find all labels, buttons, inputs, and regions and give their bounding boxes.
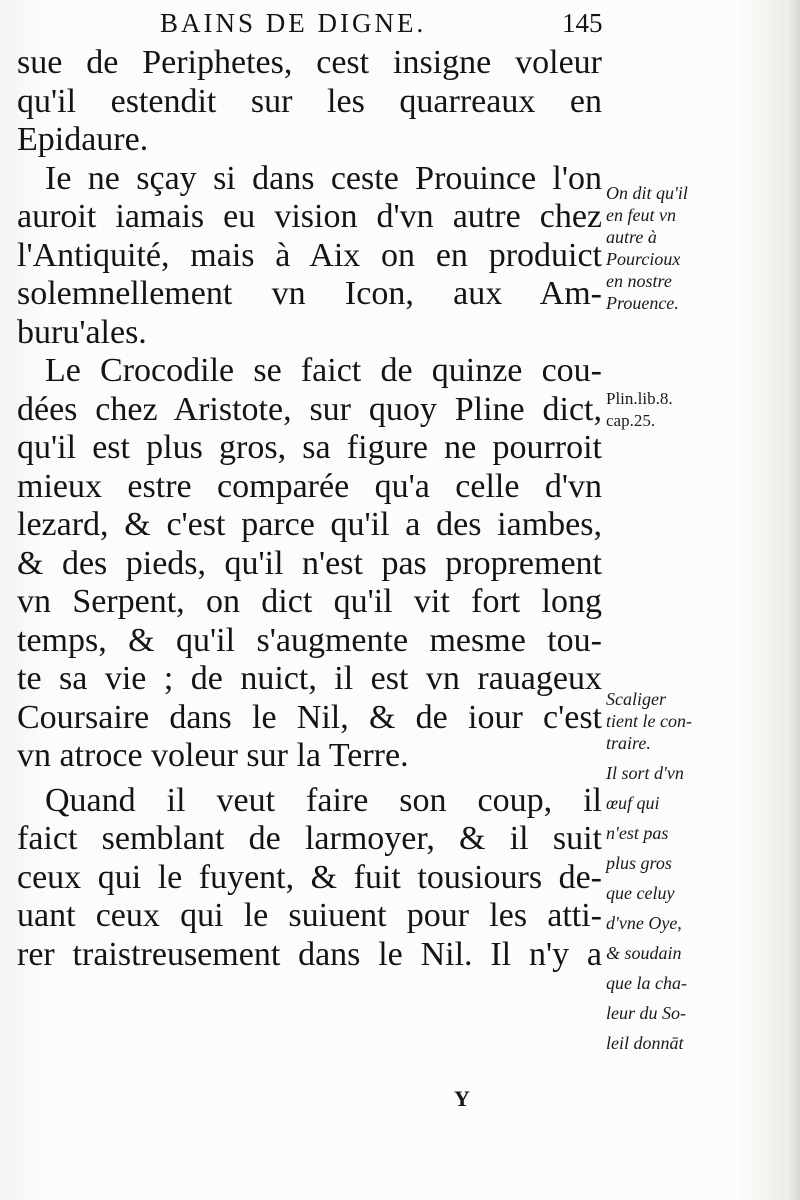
running-title: BAINS DE DIGNE.	[160, 8, 427, 38]
note-line: œuf qui	[606, 793, 660, 813]
note-line: d'vne Oye,	[606, 913, 682, 933]
page-number: 145	[562, 8, 603, 38]
margin-note-scaliger	[606, 688, 790, 1054]
text-line: uant ceux qui le suiuent pour les atti-	[17, 897, 602, 934]
note-line: On dit qu'il	[606, 183, 688, 203]
text-line: mieux estre comparée qu'a celle d'vn	[17, 467, 602, 505]
text-line: Le Crocodile se faict de quinze cou-	[45, 352, 602, 389]
note-line: tient le con-	[606, 711, 692, 731]
text-line: qu'il est plus gros, sa figure ne pourroit	[17, 429, 602, 466]
note-line: leil donnāt	[606, 1033, 684, 1053]
note-line: plus gros	[606, 853, 672, 873]
text-line: l'Antiquité, mais à Aix on en produict	[17, 236, 602, 274]
note-line: Il sort d'vn	[606, 763, 684, 783]
text-line: Coursaire dans le Nil, & de iour c'est	[17, 698, 602, 736]
text-line: buru'ales.	[17, 313, 147, 351]
note-line: Scaliger	[606, 689, 666, 709]
note-line: traire.	[606, 733, 651, 753]
text-line: vn Serpent, on dict qu'il vit fort long	[17, 583, 602, 620]
text-line: & des pieds, qu'il n'est pas proprement	[17, 544, 602, 582]
note-line: que la cha-	[606, 973, 687, 993]
text-line: dées chez Aristote, sur quoy Pline dict,	[17, 390, 602, 428]
margin-note-prouence	[606, 182, 790, 314]
note-line: Prouence.	[606, 293, 679, 313]
main-text-block	[17, 44, 602, 974]
text-line: ceux qui le fuyent, & fuit tousiours de-	[17, 858, 602, 896]
text-line: qu'il estendit sur les quarreaux en	[17, 82, 602, 120]
text-line: solemnellement vn Icon, aux Am-	[17, 275, 602, 312]
note-line: & soudain	[606, 943, 682, 963]
note-line: que celuy	[606, 883, 675, 903]
text-line: Epidaure.	[17, 121, 149, 158]
text-line: Ie ne sçay si dans ceste Prouince l'on	[45, 159, 602, 197]
text-line: vn atroce voleur sur la Terre.	[17, 737, 409, 774]
text-line: Quand il veut faire son coup, il	[45, 781, 602, 819]
note-line: cap.25.	[606, 411, 656, 430]
note-line: Plin.lib.8.	[606, 389, 673, 408]
signature-mark: Y	[454, 1086, 470, 1111]
note-line: n'est pas	[606, 823, 669, 843]
text-line: rer traistreusement dans le Nil. Il n'y a	[17, 935, 602, 973]
note-line: leur du So-	[606, 1003, 686, 1023]
note-line: en feut vn	[606, 205, 676, 225]
text-line: temps, & qu'il s'augmente mesme tou-	[17, 621, 602, 659]
text-line: sue de Periphetes, cest insigne voleur	[17, 44, 602, 81]
note-line: Pourcioux	[606, 249, 681, 269]
text-line: te sa vie ; de nuict, il est vn rauageux	[17, 660, 602, 697]
text-line: faict semblant de larmoyer, & il suit	[17, 820, 602, 857]
text-line: lezard, & c'est parce qu'il a des iambes,	[17, 506, 602, 543]
margin-note-pliny	[606, 388, 790, 432]
note-line: en nostre	[606, 271, 672, 291]
note-line: autre à	[606, 227, 657, 247]
text-line: auroit iamais eu vision d'vn autre chez	[17, 198, 602, 235]
